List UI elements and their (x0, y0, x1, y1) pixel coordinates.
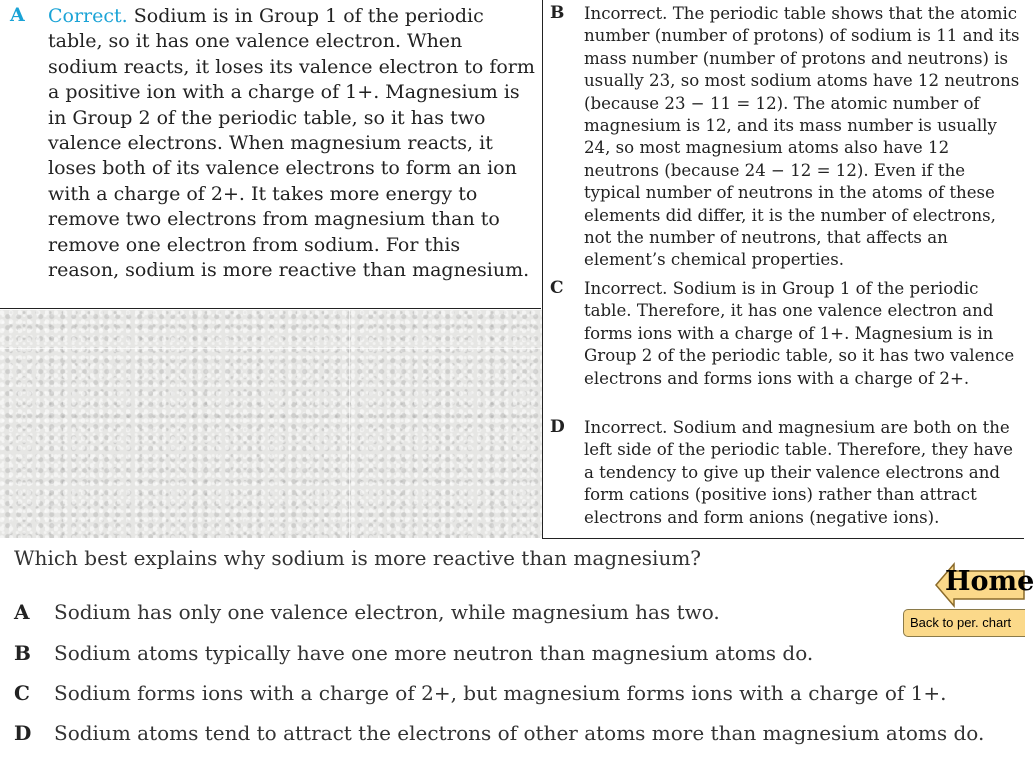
choice-b-letter: B (14, 641, 31, 665)
texture-seam (349, 310, 350, 538)
choice-d-text: Sodium atoms tend to attract the electrons of other atoms more than magnesium atoms do. (54, 721, 985, 745)
question-text: Which best explains why sodium is more reactive than magnesium? (14, 546, 702, 570)
choice-a[interactable] (0, 600, 1024, 630)
home-label: Home (945, 566, 1034, 597)
choice-d[interactable] (0, 721, 1024, 751)
choice-c-text: Sodium forms ions with a charge of 2+, but magnesium forms ions with a charge of 1+. (54, 681, 947, 705)
choice-b[interactable] (0, 641, 1024, 671)
choice-a-letter: A (14, 600, 30, 624)
explanation-c-text: Incorrect. Sodium is in Group 1 of the periodic table. Therefore, it has one valence electron and forms ions with a charge of 1+. Magnesium is in Group 2 of the periodic table, so it has two valence electrons and forms ions with a charge of 2+. (584, 279, 1015, 388)
explanation-a-letter: A (10, 4, 25, 26)
explanation-a-panel (0, 0, 541, 309)
explanation-a-body: Sodium is in Group 1 of the periodic table, so it has one valence electron. When sodium reacts, it loses its valence electron to form a positive ion with a charge of 1+. Magnesium is in Group 2 of the periodic table, so it has two valence electrons. When magnesium reacts, it loses both of its valence electrons to form an ion with a charge of 2+. It takes more energy to remove two electrons from magnesium than to remove one electron from sodium. For this reason, sodium is more reactive than magnesium. (48, 5, 535, 282)
back-to-chart-button[interactable] (903, 609, 1025, 637)
correct-verdict: Correct. (48, 5, 128, 27)
back-to-chart-label: Back to per. chart (910, 615, 1012, 630)
choice-c-letter: C (14, 681, 30, 705)
home-button[interactable] (936, 562, 1034, 608)
explanation-d-text: Incorrect. Sodium and magnesium are both on the left side of the periodic table. Therefore, they have a tendency to give up their valence electrons and form cations (positive ions) rather than attract electrons and form anions (negative ions). (584, 418, 1013, 527)
explanation-a-text (48, 4, 536, 283)
texture-seam (0, 348, 542, 349)
background-texture (0, 310, 542, 538)
choice-d-letter: D (14, 721, 32, 745)
explanation-d-letter: D (550, 417, 565, 437)
explanation-b-text: Incorrect. The periodic table shows that the atomic number (number of protons) of sodium is 11 and its mass number (number of protons and neutrons) is usually 23, so most sodium atoms have 12 neutrons (because 23 − 11 = 12). The atomic number of magnesium is 12, and its mass number is usually 24, so most magnesium atoms also have 12 neutrons (because 24 − 12 = 12). Even if the typical number of neutrons in the atoms of these elements did differ, it is the number of electrons, not the number of neutrons, that affects an element’s chemical properties. (584, 4, 1020, 270)
explanations-panel (542, 0, 1024, 539)
choice-a-text: Sodium has only one valence electron, while magnesium has two. (54, 600, 720, 624)
explanation-b-letter: B (550, 3, 565, 23)
choice-b-text: Sodium atoms typically have one more neutron than magnesium atoms do. (54, 641, 814, 665)
choice-c[interactable] (0, 681, 1024, 711)
explanation-c-letter: C (550, 278, 564, 298)
